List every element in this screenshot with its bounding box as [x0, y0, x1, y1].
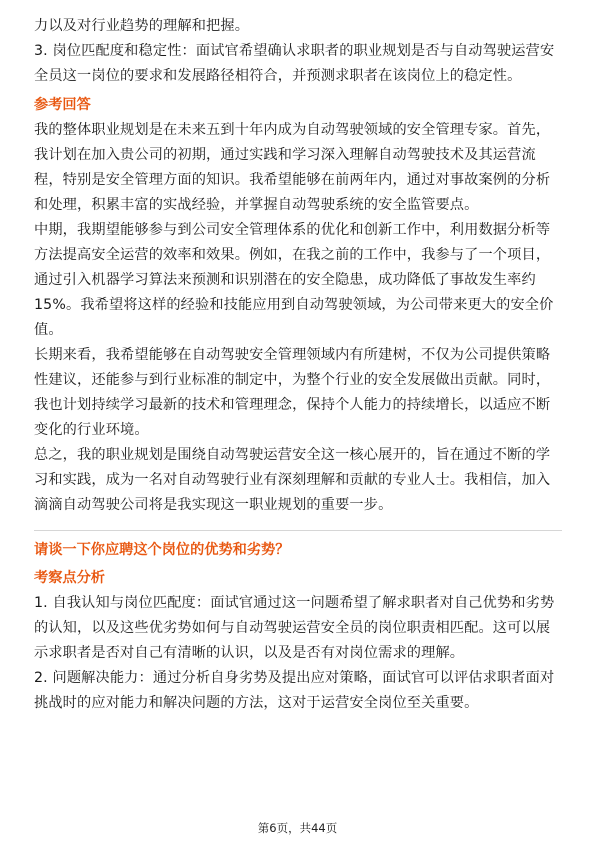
- text-line: 的认知，以及这些优劣势如何与自动驾驶运营安全员的岗位职责相匹配。这可以展: [34, 620, 551, 636]
- paragraph: [34, 443, 562, 518]
- analysis-heading: 考察点分析: [34, 570, 105, 586]
- text-line: 通过引入机器学习算法来预测和识别潜在的安全隐患，成功降低了事故发生率约: [34, 272, 536, 288]
- text-line: 程，特别是安全管理方面的知识。我希望能够在前两年内，通过对事故案例的分析: [34, 172, 551, 188]
- text-line: 3. 岗位匹配度和稳定性：面试官希望确认求职者的职业规划是否与自动驾驶运营安: [34, 43, 555, 59]
- reference-answer-body: [34, 118, 562, 518]
- text-line: 和处理，积累丰富的实战经验，并掌握自动驾驶系统的安全监管要点。: [34, 197, 479, 213]
- analysis-points: [34, 591, 562, 716]
- text-line: 方法提高安全运营的效率和效果。例如，在我之前的工作中，我参与了一个项目，: [34, 247, 551, 263]
- text-line: 15%。我希望将这样的经验和技能应用到自动驾驶领域，为公司带来更大的安全价: [34, 297, 554, 313]
- intro-section: [34, 14, 562, 89]
- list-item: [34, 591, 562, 666]
- text-line: 值。: [34, 322, 63, 338]
- text-line: 力以及对行业趋势的理解和把握。: [34, 18, 250, 34]
- paragraph: [34, 343, 562, 443]
- text-line: 变化的行业环境。: [34, 422, 149, 438]
- text-line: 全员这一岗位的要求和发展路径相符合，并预测求职者在该岗位上的稳定性。: [34, 68, 522, 84]
- text-line: 2. 问题解决能力：通过分析自身劣势及提出应对策略，面试官可以评估求职者面对: [34, 670, 555, 686]
- text-line: 我也计划持续学习最新的技术和管理理念，保持个人能力的持续增长，以适应不断: [34, 397, 551, 413]
- paragraph: [34, 218, 562, 343]
- text-line: 性建议，还能参与到行业标准的制定中，为整个行业的安全发展做出贡献。同时，: [34, 372, 551, 388]
- document-page: [34, 14, 562, 716]
- text-line: 示求职者是否对自己有清晰的认识，以及是否有对岗位需求的理解。: [34, 645, 465, 661]
- reference-answer-heading: 参考回答: [34, 97, 91, 113]
- text-line: 长期来看，我希望能够在自动驾驶安全管理领域内有所建树，不仅为公司提供策略: [34, 347, 551, 363]
- page-number: 第6页，共44页: [257, 821, 338, 835]
- text-line: 习和实践，成为一名对自动驾驶行业有深刻理解和贡献的专业人士。我相信，加入: [34, 472, 551, 488]
- text-line: 滴滴自动驾驶公司将是我实现这一职业规划的重要一步。: [34, 497, 393, 513]
- text-line: 中期，我期望能够参与到公司安全管理体系的优化和创新工作中，利用数据分析等: [34, 222, 551, 238]
- paragraph: [34, 118, 562, 218]
- list-item: [34, 666, 562, 716]
- question-title: 请谈一下你应聘这个岗位的优势和劣势？: [34, 542, 290, 558]
- text-line: 1. 自我认知与岗位匹配度：面试官通过这一问题希望了解求职者对自己优势和劣势: [34, 595, 555, 611]
- text-line: 我的整体职业规划是在未来五到十年内成为自动驾驶领域的安全管理专家。首先，: [34, 122, 551, 138]
- text-line: 我计划在加入贵公司的初期，通过实践和学习深入理解自动驾驶技术及其运营流: [34, 147, 536, 163]
- text-line: 挑战时的应对能力和解决问题的方法，这对于运营安全岗位至关重要。: [34, 695, 479, 711]
- text-line: 总之，我的职业规划是围绕自动驾驶运营安全这一核心展开的，旨在通过不断的学: [34, 447, 551, 463]
